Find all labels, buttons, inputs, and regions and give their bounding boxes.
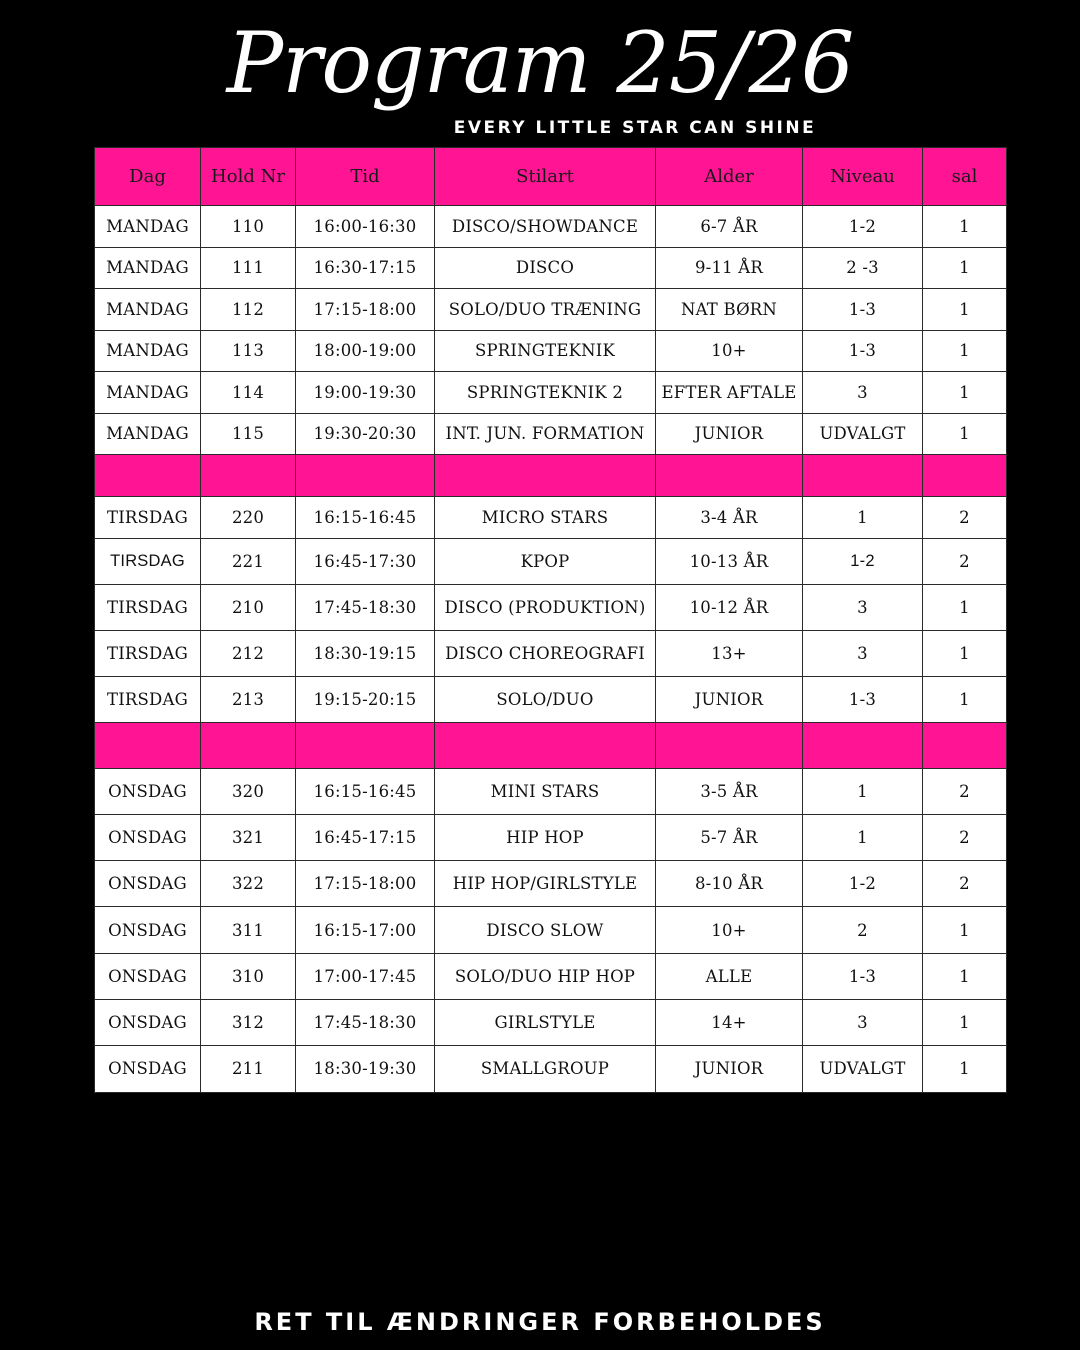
cell-dag: ONSDAG — [95, 999, 201, 1045]
cell-alder: 3-4 ÅR — [656, 497, 803, 539]
cell-tid: 17:15-18:00 — [296, 289, 435, 331]
cell-alder: 5-7 ÅR — [656, 814, 803, 860]
cell-alder: 13+ — [656, 630, 803, 676]
cell-hold-nr: 113 — [201, 330, 296, 372]
cell-niveau: 3 — [803, 999, 923, 1045]
cell-dag: TIRSDAG — [95, 584, 201, 630]
cell-sal: 1 — [923, 630, 1007, 676]
cell-niveau: 1-3 — [803, 676, 923, 722]
cell-sal: 1 — [923, 372, 1007, 414]
cell-stilart: SMALLGROUP — [435, 1046, 656, 1092]
cell-hold-nr: 213 — [201, 676, 296, 722]
cell-tid: 16:45-17:15 — [296, 814, 435, 860]
cell-stilart: SOLO/DUO TRÆNING — [435, 289, 656, 331]
cell-alder: 10-13 ÅR — [656, 538, 803, 584]
cell-niveau: 1 — [803, 814, 923, 860]
table-row — [95, 538, 1007, 584]
cell-stilart: SPRINGTEKNIK 2 — [435, 372, 656, 414]
cell-sal: 1 — [923, 289, 1007, 331]
cell-tid: 17:15-18:00 — [296, 861, 435, 907]
cell-sal: 2 — [923, 768, 1007, 814]
cell-niveau: 1-2 — [803, 206, 923, 248]
cell-alder: ALLE — [656, 953, 803, 999]
cell-sal: 2 — [923, 861, 1007, 907]
cell-hold-nr: 321 — [201, 814, 296, 860]
cell-niveau: 1-3 — [803, 289, 923, 331]
cell-tid: 16:15-16:45 — [296, 497, 435, 539]
cell-tid: 17:00-17:45 — [296, 953, 435, 999]
cell-stilart: DISCO (PRODUKTION) — [435, 584, 656, 630]
cell-tid: 17:45-18:30 — [296, 584, 435, 630]
cell-sal: 1 — [923, 907, 1007, 953]
cell-hold-nr: 322 — [201, 861, 296, 907]
table-row — [95, 1046, 1007, 1092]
cell-niveau: 1-3 — [803, 330, 923, 372]
cell-tid: 18:00-19:00 — [296, 330, 435, 372]
table-row — [95, 907, 1007, 953]
cell-niveau: 2 — [803, 907, 923, 953]
table-row — [95, 289, 1007, 331]
cell-sal: 2 — [923, 497, 1007, 539]
cell-dag: MANDAG — [95, 289, 201, 331]
cell-dag: ONSDAG — [95, 1046, 201, 1092]
cell-stilart: DISCO SLOW — [435, 907, 656, 953]
cell-dag: MANDAG — [95, 247, 201, 289]
column-header-tid: Tid — [296, 148, 435, 206]
cell-niveau: 3 — [803, 372, 923, 414]
cell-dag: ONSDAG — [95, 953, 201, 999]
cell-dag: ONSDAG — [95, 814, 201, 860]
cell-alder: 10+ — [656, 330, 803, 372]
cell-tid: 19:00-19:30 — [296, 372, 435, 414]
cell-sal: 1 — [923, 413, 1007, 455]
cell-alder: 10+ — [656, 907, 803, 953]
cell-alder: 10-12 ÅR — [656, 584, 803, 630]
cell-stilart: DISCO CHOREOGRAFI — [435, 630, 656, 676]
cell-dag: MANDAG — [95, 330, 201, 372]
cell-niveau: 3 — [803, 584, 923, 630]
table-row — [95, 330, 1007, 372]
cell-dag: TIRSDAG — [95, 630, 201, 676]
cell-hold-nr: 111 — [201, 247, 296, 289]
cell-alder: JUNIOR — [656, 676, 803, 722]
cell-stilart: GIRLSTYLE — [435, 999, 656, 1045]
cell-hold-nr: 310 — [201, 953, 296, 999]
cell-stilart: HIP HOP — [435, 814, 656, 860]
cell-sal: 1 — [923, 247, 1007, 289]
cell-stilart: SOLO/DUO HIP HOP — [435, 953, 656, 999]
cell-tid: 19:15-20:15 — [296, 676, 435, 722]
day-separator — [95, 722, 1007, 768]
table-row — [95, 676, 1007, 722]
table-row — [95, 497, 1007, 539]
cell-niveau: 2 -3 — [803, 247, 923, 289]
column-header-stilart: Stilart — [435, 148, 656, 206]
cell-hold-nr: 312 — [201, 999, 296, 1045]
cell-sal: 1 — [923, 953, 1007, 999]
cell-niveau: 1-2 — [803, 538, 923, 584]
column-header-alder: Alder — [656, 148, 803, 206]
cell-niveau: 1 — [803, 768, 923, 814]
cell-alder: 6-7 ÅR — [656, 206, 803, 248]
cell-hold-nr: 212 — [201, 630, 296, 676]
cell-hold-nr: 112 — [201, 289, 296, 331]
cell-sal: 1 — [923, 330, 1007, 372]
cell-alder: 8-10 ÅR — [656, 861, 803, 907]
cell-stilart: SOLO/DUO — [435, 676, 656, 722]
cell-sal: 1 — [923, 584, 1007, 630]
cell-tid: 16:15-16:45 — [296, 768, 435, 814]
cell-sal: 2 — [923, 814, 1007, 860]
cell-sal: 1 — [923, 676, 1007, 722]
cell-hold-nr: 211 — [201, 1046, 296, 1092]
cell-tid: 16:00-16:30 — [296, 206, 435, 248]
cell-dag: TIRSDAG — [95, 538, 201, 584]
cell-niveau: 1 — [803, 497, 923, 539]
cell-hold-nr: 320 — [201, 768, 296, 814]
cell-hold-nr: 110 — [201, 206, 296, 248]
cell-tid: 16:30-17:15 — [296, 247, 435, 289]
cell-dag: ONSDAG — [95, 861, 201, 907]
cell-alder: JUNIOR — [656, 1046, 803, 1092]
table-row — [95, 814, 1007, 860]
cell-sal: 1 — [923, 999, 1007, 1045]
table-row — [95, 206, 1007, 248]
cell-sal: 1 — [923, 1046, 1007, 1092]
cell-alder: 9-11 ÅR — [656, 247, 803, 289]
cell-dag: TIRSDAG — [95, 676, 201, 722]
column-header-dag: Dag — [95, 148, 201, 206]
cell-dag: ONSDAG — [95, 907, 201, 953]
column-header-sal: sal — [923, 148, 1007, 206]
cell-hold-nr: 311 — [201, 907, 296, 953]
cell-stilart: KPOP — [435, 538, 656, 584]
cell-niveau: UDVALGT — [803, 413, 923, 455]
cell-tid: 17:45-18:30 — [296, 999, 435, 1045]
cell-stilart: INT. JUN. FORMATION — [435, 413, 656, 455]
column-header-niveau: Niveau — [803, 148, 923, 206]
disclaimer: RET TIL ÆNDRINGER FORBEHOLDES — [254, 1308, 826, 1336]
cell-sal: 2 — [923, 538, 1007, 584]
cell-stilart: SPRINGTEKNIK — [435, 330, 656, 372]
cell-stilart: DISCO/SHOWDANCE — [435, 206, 656, 248]
table-row — [95, 413, 1007, 455]
day-separator — [95, 455, 1007, 497]
cell-dag: MANDAG — [95, 413, 201, 455]
cell-alder: EFTER AFTALE — [656, 372, 803, 414]
tagline: EVERY LITTLE STAR CAN SHINE — [453, 118, 817, 138]
cell-niveau: 1-2 — [803, 861, 923, 907]
column-header-hold-nr: Hold Nr — [201, 148, 296, 206]
cell-niveau: UDVALGT — [803, 1046, 923, 1092]
cell-hold-nr: 115 — [201, 413, 296, 455]
cell-dag: MANDAG — [95, 206, 201, 248]
table-row — [95, 372, 1007, 414]
cell-niveau: 3 — [803, 630, 923, 676]
cell-hold-nr: 220 — [201, 497, 296, 539]
cell-dag: TIRSDAG — [95, 497, 201, 539]
cell-alder: 3-5 ÅR — [656, 768, 803, 814]
cell-alder: JUNIOR — [656, 413, 803, 455]
cell-stilart: MICRO STARS — [435, 497, 656, 539]
table-row — [95, 584, 1007, 630]
table-row — [95, 630, 1007, 676]
cell-alder: 14+ — [656, 999, 803, 1045]
cell-stilart: HIP HOP/GIRLSTYLE — [435, 861, 656, 907]
cell-alder: NAT BØRN — [656, 289, 803, 331]
cell-stilart: DISCO — [435, 247, 656, 289]
cell-tid: 16:15-17:00 — [296, 907, 435, 953]
cell-dag: ONSDAG — [95, 768, 201, 814]
table-row — [95, 247, 1007, 289]
header-row — [95, 148, 1007, 206]
cell-tid: 19:30-20:30 — [296, 413, 435, 455]
page-title: Program 25/26 — [226, 14, 854, 112]
table-row — [95, 999, 1007, 1045]
cell-stilart: MINI STARS — [435, 768, 656, 814]
cell-hold-nr: 114 — [201, 372, 296, 414]
cell-sal: 1 — [923, 206, 1007, 248]
schedule-table — [94, 147, 1007, 1093]
cell-niveau: 1-3 — [803, 953, 923, 999]
cell-tid: 18:30-19:30 — [296, 1046, 435, 1092]
cell-hold-nr: 221 — [201, 538, 296, 584]
cell-tid: 18:30-19:15 — [296, 630, 435, 676]
table-row — [95, 953, 1007, 999]
cell-tid: 16:45-17:30 — [296, 538, 435, 584]
cell-dag: MANDAG — [95, 372, 201, 414]
table-row — [95, 768, 1007, 814]
table-row — [95, 861, 1007, 907]
cell-hold-nr: 210 — [201, 584, 296, 630]
